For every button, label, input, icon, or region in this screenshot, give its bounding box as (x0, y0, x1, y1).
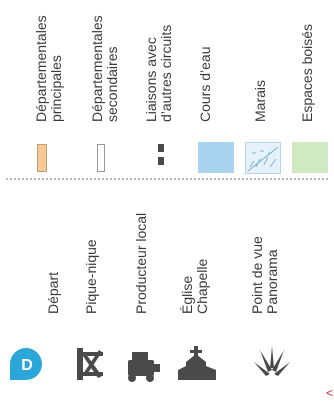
viewpoint-icon (252, 344, 292, 384)
start-marker-icon (6, 344, 46, 384)
legend-item-liaisons (144, 0, 184, 172)
legend-item-cours-eau (198, 0, 238, 172)
dashed-link-swatch (158, 144, 164, 170)
section-divider (6, 178, 328, 180)
scroll-left-arrow-icon: < (326, 386, 334, 400)
farm-produce-icon (122, 344, 162, 384)
picnic-table-icon (74, 346, 108, 382)
woodland-swatch (292, 142, 328, 173)
church-icon (178, 344, 218, 384)
marsh-pattern-icon (246, 143, 280, 173)
principal-road-swatch (37, 144, 47, 172)
legend-item-depart (6, 184, 61, 404)
marsh-swatch (245, 142, 281, 174)
water-swatch (198, 142, 234, 173)
legend-label: Espaces boisés (299, 23, 315, 122)
legend-label: Pique-nique (83, 239, 99, 314)
legend-label: Producteur local (133, 212, 149, 314)
legend-label: Marais (252, 79, 268, 122)
legend-label: Point de vue Panorama (249, 236, 280, 314)
secondary-road-swatch (97, 144, 105, 172)
svg-text:D: D (21, 357, 33, 374)
legend-item-departementales-principales (34, 0, 74, 172)
legend-item-departementales-secondaires (90, 0, 130, 172)
legend-item-eglise-chapelle (180, 184, 240, 404)
legend-label: Liaisons avec d’autres circuits (143, 24, 174, 122)
legend-label: Départ (45, 271, 61, 314)
legend-item-pique-nique (70, 184, 120, 404)
legend-label: Départementales secondaires (89, 15, 120, 122)
legend-item-espaces-boises (292, 0, 332, 172)
legend-item-producteur-local (120, 184, 170, 404)
legend-item-marais (245, 0, 285, 172)
legend-label: Cours d’eau (197, 46, 213, 122)
legend-label: Église Chapelle (179, 258, 210, 314)
legend-label: Départementales principales (33, 15, 64, 122)
legend-item-point-de-vue (240, 184, 320, 404)
